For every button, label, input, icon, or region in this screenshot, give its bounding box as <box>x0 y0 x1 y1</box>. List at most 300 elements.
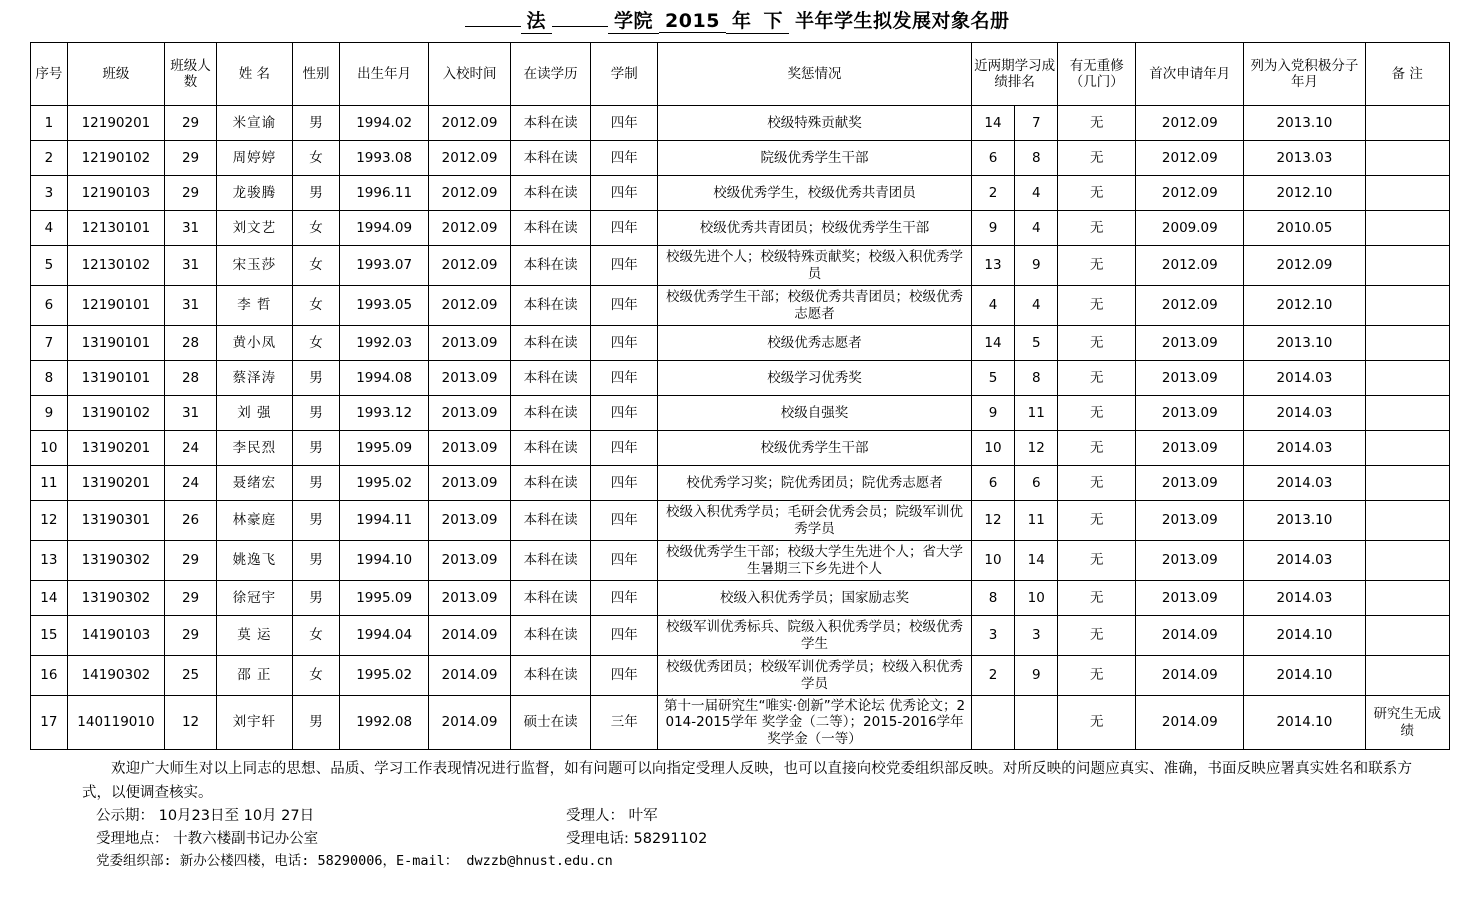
cell-retake: 无 <box>1058 541 1136 581</box>
table-body <box>31 106 1450 750</box>
cell-awards: 校级特殊贡献奖 <box>658 106 972 141</box>
cell-birth: 1994.08 <box>340 361 429 396</box>
cell-remark <box>1365 541 1450 581</box>
cell-enroll: 2012.09 <box>428 246 510 286</box>
contact-phone: 受理电话: 58291102 <box>566 830 708 847</box>
cell-education: 本科在读 <box>511 501 591 541</box>
cell-rank-2: 4 <box>1015 286 1058 326</box>
cell-system: 四年 <box>591 361 658 396</box>
cell-system: 四年 <box>591 141 658 176</box>
cell-sex: 女 <box>292 211 340 246</box>
cell-retake: 无 <box>1058 696 1136 750</box>
cell-class-size: 29 <box>165 541 217 581</box>
cell-birth: 1993.07 <box>340 246 429 286</box>
cell-remark <box>1365 361 1450 396</box>
cell-enroll: 2013.09 <box>428 361 510 396</box>
cell-rank-2 <box>1015 696 1058 750</box>
cell-class: 13190102 <box>67 396 164 431</box>
cell-remark <box>1365 501 1450 541</box>
cell-birth: 1994.02 <box>340 106 429 141</box>
cell-first-apply: 2009.09 <box>1136 211 1244 246</box>
cell-rank-2: 14 <box>1015 541 1058 581</box>
cell-retake: 无 <box>1058 466 1136 501</box>
cell-class-size: 29 <box>165 176 217 211</box>
cell-seq: 1 <box>31 106 68 141</box>
cell-system: 四年 <box>591 396 658 431</box>
cell-education: 本科在读 <box>511 286 591 326</box>
cell-enroll: 2013.09 <box>428 581 510 616</box>
cell-seq: 9 <box>31 396 68 431</box>
cell-class: 13190301 <box>67 501 164 541</box>
cell-sex: 女 <box>292 141 340 176</box>
header-class: 班级 <box>67 43 164 106</box>
cell-enroll: 2012.09 <box>428 176 510 211</box>
cell-birth: 1995.02 <box>340 656 429 696</box>
cell-seq: 11 <box>31 466 68 501</box>
cell-enroll: 2014.09 <box>428 656 510 696</box>
header-class-size: 班级人数 <box>165 43 217 106</box>
cell-retake: 无 <box>1058 656 1136 696</box>
cell-name: 刘宇轩 <box>217 696 293 750</box>
cell-seq: 15 <box>31 616 68 656</box>
cell-rank-1: 9 <box>971 211 1014 246</box>
cell-birth: 1994.11 <box>340 501 429 541</box>
cell-education: 本科在读 <box>511 141 591 176</box>
title-suffix: 半年学生拟发展对象名册 <box>794 10 1010 32</box>
cell-first-apply: 2013.09 <box>1136 501 1244 541</box>
cell-seq: 7 <box>31 326 68 361</box>
cell-class-size: 25 <box>165 656 217 696</box>
cell-class: 12130101 <box>67 211 164 246</box>
header-retake: 有无重修（几门） <box>1058 43 1136 106</box>
cell-class-size: 31 <box>165 211 217 246</box>
cell-retake: 无 <box>1058 211 1136 246</box>
cell-name: 李民烈 <box>217 431 293 466</box>
cell-seq: 8 <box>31 361 68 396</box>
cell-name: 龙骏腾 <box>217 176 293 211</box>
cell-remark <box>1365 326 1450 361</box>
cell-system: 四年 <box>591 541 658 581</box>
cell-education: 本科在读 <box>511 361 591 396</box>
cell-awards: 校级优秀志愿者 <box>658 326 972 361</box>
cell-first-apply: 2014.09 <box>1136 656 1244 696</box>
cell-system: 四年 <box>591 246 658 286</box>
cell-awards: 校级学习优秀奖 <box>658 361 972 396</box>
cell-birth: 1996.11 <box>340 176 429 211</box>
cell-education: 本科在读 <box>511 616 591 656</box>
cell-sex: 女 <box>292 656 340 696</box>
cell-activist-date: 2014.10 <box>1244 616 1365 656</box>
table-row <box>31 501 1450 541</box>
cell-remark <box>1365 106 1450 141</box>
cell-birth: 1993.12 <box>340 396 429 431</box>
cell-enroll: 2013.09 <box>428 431 510 466</box>
footer-line-3 <box>82 851 1412 873</box>
cell-rank-2: 9 <box>1015 246 1058 286</box>
cell-enroll: 2014.09 <box>428 616 510 656</box>
cell-system: 四年 <box>591 466 658 501</box>
cell-system: 四年 <box>591 211 658 246</box>
cell-enroll: 2012.09 <box>428 106 510 141</box>
cell-remark <box>1365 396 1450 431</box>
cell-sex: 男 <box>292 541 340 581</box>
cell-activist-date: 2013.10 <box>1244 501 1365 541</box>
cell-awards: 校级自强奖 <box>658 396 972 431</box>
cell-class-size: 31 <box>165 286 217 326</box>
cell-enroll: 2014.09 <box>428 696 510 750</box>
cell-first-apply: 2012.09 <box>1136 106 1244 141</box>
cell-retake: 无 <box>1058 501 1136 541</box>
cell-rank-1 <box>971 696 1014 750</box>
cell-education: 本科在读 <box>511 541 591 581</box>
table-header-row <box>31 43 1450 106</box>
cell-system: 四年 <box>591 501 658 541</box>
cell-seq: 12 <box>31 501 68 541</box>
cell-sex: 男 <box>292 176 340 211</box>
cell-awards: 校级先进个人；校级特殊贡献奖；校级入积优秀学员 <box>658 246 972 286</box>
table-row <box>31 656 1450 696</box>
cell-enroll: 2013.09 <box>428 466 510 501</box>
cell-enroll: 2012.09 <box>428 286 510 326</box>
party-org-dept: 党委组织部: 新办公楼四楼，电话: 58290006，E-mail： dwzzb@hnust.edu.cn <box>96 853 613 870</box>
cell-first-apply: 2012.09 <box>1136 286 1244 326</box>
cell-education: 本科在读 <box>511 106 591 141</box>
cell-class-size: 12 <box>165 696 217 750</box>
table-row <box>31 696 1450 750</box>
cell-rank-2: 6 <box>1015 466 1058 501</box>
cell-class: 12190103 <box>67 176 164 211</box>
header-remark: 备 注 <box>1365 43 1450 106</box>
cell-awards: 校级优秀学生，校级优秀共青团员 <box>658 176 972 211</box>
cell-rank-1: 14 <box>971 106 1014 141</box>
table-row <box>31 616 1450 656</box>
cell-education: 本科在读 <box>511 396 591 431</box>
cell-class: 12190102 <box>67 141 164 176</box>
table-row <box>31 246 1450 286</box>
footer-line-2 <box>82 828 1412 851</box>
header-activist-date: 列为入党积极分子年月 <box>1244 43 1365 106</box>
cell-remark <box>1365 466 1450 501</box>
cell-retake: 无 <box>1058 246 1136 286</box>
cell-name: 黄小凤 <box>217 326 293 361</box>
cell-rank-1: 8 <box>971 581 1014 616</box>
cell-class-size: 24 <box>165 431 217 466</box>
cell-education: 本科在读 <box>511 656 591 696</box>
cell-system: 四年 <box>591 431 658 466</box>
cell-awards: 校级优秀团员；校级军训优秀学员；校级入积优秀学员 <box>658 656 972 696</box>
cell-sex: 男 <box>292 106 340 141</box>
cell-class: 140119010 <box>67 696 164 750</box>
cell-rank-2: 10 <box>1015 581 1058 616</box>
cell-first-apply: 2012.09 <box>1136 141 1244 176</box>
header-name: 姓 名 <box>217 43 293 106</box>
cell-education: 本科在读 <box>511 431 591 466</box>
table-row <box>31 176 1450 211</box>
cell-rank-2: 9 <box>1015 656 1058 696</box>
footer-line-1 <box>82 805 1412 828</box>
cell-activist-date: 2014.03 <box>1244 396 1365 431</box>
cell-name: 林豪庭 <box>217 501 293 541</box>
cell-class-size: 29 <box>165 106 217 141</box>
header-awards: 奖惩情况 <box>658 43 972 106</box>
table-row <box>31 326 1450 361</box>
cell-rank-1: 5 <box>971 361 1014 396</box>
cell-class: 13190201 <box>67 466 164 501</box>
cell-rank-1: 13 <box>971 246 1014 286</box>
cell-class-size: 28 <box>165 326 217 361</box>
contact-address: 受理地点： 十教六楼副书记办公室 <box>96 830 319 847</box>
cell-retake: 无 <box>1058 286 1136 326</box>
cell-rank-2: 3 <box>1015 616 1058 656</box>
cell-awards: 第十一届研究生“唯实·创新”学术论坛 优秀论文；2014-2015学年 奖学金（二等）；2015-2016学年 奖学金（一等） <box>658 696 972 750</box>
cell-sex: 男 <box>292 431 340 466</box>
cell-remark <box>1365 246 1450 286</box>
cell-remark <box>1365 211 1450 246</box>
cell-activist-date: 2012.09 <box>1244 246 1365 286</box>
cell-retake: 无 <box>1058 616 1136 656</box>
cell-activist-date: 2012.10 <box>1244 176 1365 211</box>
cell-enroll: 2013.09 <box>428 326 510 361</box>
cell-rank-2: 7 <box>1015 106 1058 141</box>
cell-system: 四年 <box>591 616 658 656</box>
cell-retake: 无 <box>1058 141 1136 176</box>
cell-class: 12190101 <box>67 286 164 326</box>
cell-first-apply: 2013.09 <box>1136 396 1244 431</box>
cell-retake: 无 <box>1058 581 1136 616</box>
cell-retake: 无 <box>1058 431 1136 466</box>
cell-class: 14190103 <box>67 616 164 656</box>
cell-seq: 17 <box>31 696 68 750</box>
cell-remark <box>1365 286 1450 326</box>
cell-class: 13190302 <box>67 541 164 581</box>
cell-sex: 女 <box>292 286 340 326</box>
cell-system: 四年 <box>591 581 658 616</box>
cell-rank-1: 10 <box>971 431 1014 466</box>
cell-first-apply: 2013.09 <box>1136 466 1244 501</box>
cell-rank-1: 3 <box>971 616 1014 656</box>
cell-seq: 5 <box>31 246 68 286</box>
cell-name: 刘文艺 <box>217 211 293 246</box>
cell-name: 聂绪宏 <box>217 466 293 501</box>
cell-sex: 男 <box>292 501 340 541</box>
cell-enroll: 2013.09 <box>428 541 510 581</box>
cell-retake: 无 <box>1058 176 1136 211</box>
title-year: 2015 <box>659 10 726 33</box>
title-college-suffix: 学院 <box>608 6 659 34</box>
cell-name: 刘 强 <box>217 396 293 431</box>
cell-birth: 1993.08 <box>340 141 429 176</box>
cell-name: 李 哲 <box>217 286 293 326</box>
cell-sex: 男 <box>292 466 340 501</box>
cell-awards: 校级优秀学生干部 <box>658 431 972 466</box>
cell-activist-date: 2014.03 <box>1244 431 1365 466</box>
header-system: 学制 <box>591 43 658 106</box>
cell-rank-2: 8 <box>1015 141 1058 176</box>
cell-name: 周婷婷 <box>217 141 293 176</box>
cell-class: 14190302 <box>67 656 164 696</box>
cell-seq: 6 <box>31 286 68 326</box>
cell-birth: 1992.03 <box>340 326 429 361</box>
cell-class-size: 29 <box>165 581 217 616</box>
cell-rank-1: 6 <box>971 466 1014 501</box>
cell-first-apply: 2012.09 <box>1136 176 1244 211</box>
cell-class-size: 24 <box>165 466 217 501</box>
header-rank: 近两期学习成绩排名 <box>971 43 1058 106</box>
cell-enroll: 2012.09 <box>428 141 510 176</box>
cell-first-apply: 2014.09 <box>1136 616 1244 656</box>
cell-name: 莫 运 <box>217 616 293 656</box>
cell-rank-2: 8 <box>1015 361 1058 396</box>
cell-class: 12190201 <box>67 106 164 141</box>
cell-activist-date: 2014.03 <box>1244 466 1365 501</box>
cell-rank-1: 4 <box>971 286 1014 326</box>
cell-activist-date: 2013.10 <box>1244 106 1365 141</box>
cell-remark <box>1365 141 1450 176</box>
cell-activist-date: 2013.03 <box>1244 141 1365 176</box>
cell-remark <box>1365 431 1450 466</box>
cell-education: 本科在读 <box>511 326 591 361</box>
cell-sex: 女 <box>292 326 340 361</box>
cell-name: 邵 正 <box>217 656 293 696</box>
cell-rank-2: 11 <box>1015 501 1058 541</box>
page-title <box>30 0 1450 42</box>
cell-birth: 1995.02 <box>340 466 429 501</box>
roster-table <box>30 42 1450 750</box>
footer-paragraph: 欢迎广大师生对以上同志的思想、品质、学习工作表现情况进行监督，如有问题可以向指定受理人反映，也可以直接向校党委组织部反映。对所反映的问题应真实、准确，书面反映应署真实姓名和联系方式，以便调查核实。 <box>82 761 1412 801</box>
cell-activist-date: 2014.03 <box>1244 361 1365 396</box>
table-row <box>31 541 1450 581</box>
cell-seq: 4 <box>31 211 68 246</box>
cell-class: 12130102 <box>67 246 164 286</box>
header-enroll-time: 入校时间 <box>428 43 510 106</box>
table-row <box>31 396 1450 431</box>
title-year-unit: 年 <box>726 6 758 34</box>
cell-class: 13190201 <box>67 431 164 466</box>
footer-notes <box>30 758 1450 872</box>
cell-class: 13190302 <box>67 581 164 616</box>
cell-activist-date: 2014.03 <box>1244 581 1365 616</box>
cell-first-apply: 2013.09 <box>1136 581 1244 616</box>
cell-rank-2: 5 <box>1015 326 1058 361</box>
cell-activist-date: 2014.10 <box>1244 656 1365 696</box>
cell-birth: 1994.09 <box>340 211 429 246</box>
cell-remark <box>1365 656 1450 696</box>
cell-remark <box>1365 176 1450 211</box>
cell-rank-1: 6 <box>971 141 1014 176</box>
cell-birth: 1993.05 <box>340 286 429 326</box>
cell-name: 宋玉莎 <box>217 246 293 286</box>
cell-sex: 男 <box>292 361 340 396</box>
cell-rank-1: 9 <box>971 396 1014 431</box>
cell-rank-2: 11 <box>1015 396 1058 431</box>
cell-class: 13190101 <box>67 361 164 396</box>
cell-rank-1: 10 <box>971 541 1014 581</box>
cell-sex: 女 <box>292 616 340 656</box>
header-sex: 性别 <box>292 43 340 106</box>
cell-system: 四年 <box>591 106 658 141</box>
cell-retake: 无 <box>1058 396 1136 431</box>
cell-rank-1: 14 <box>971 326 1014 361</box>
cell-name: 姚逸飞 <box>217 541 293 581</box>
header-seq: 序号 <box>31 43 68 106</box>
cell-class: 13190101 <box>67 326 164 361</box>
cell-seq: 10 <box>31 431 68 466</box>
cell-awards: 院级优秀学生干部 <box>658 141 972 176</box>
cell-class-size: 28 <box>165 361 217 396</box>
cell-first-apply: 2013.09 <box>1136 361 1244 396</box>
cell-retake: 无 <box>1058 361 1136 396</box>
cell-education: 本科在读 <box>511 176 591 211</box>
title-half: 下 <box>757 6 789 34</box>
cell-rank-1: 2 <box>971 176 1014 211</box>
header-education: 在读学历 <box>511 43 591 106</box>
cell-class-size: 26 <box>165 501 217 541</box>
cell-awards: 校级军训优秀标兵、院级入积优秀学员；校级优秀学生 <box>658 616 972 656</box>
cell-class-size: 31 <box>165 396 217 431</box>
cell-class-size: 29 <box>165 141 217 176</box>
cell-first-apply: 2013.09 <box>1136 431 1244 466</box>
table-row <box>31 431 1450 466</box>
cell-name: 米宣谕 <box>217 106 293 141</box>
cell-rank-2: 12 <box>1015 431 1058 466</box>
cell-system: 四年 <box>591 656 658 696</box>
cell-birth: 1995.09 <box>340 431 429 466</box>
cell-birth: 1995.09 <box>340 581 429 616</box>
cell-class-size: 31 <box>165 246 217 286</box>
cell-enroll: 2012.09 <box>428 211 510 246</box>
title-leading-blank <box>465 7 521 27</box>
cell-retake: 无 <box>1058 326 1136 361</box>
table-row <box>31 211 1450 246</box>
table-row <box>31 361 1450 396</box>
cell-activist-date: 2014.10 <box>1244 696 1365 750</box>
cell-system: 四年 <box>591 286 658 326</box>
cell-awards: 校级优秀学生干部；校级优秀共青团员；校级优秀志愿者 <box>658 286 972 326</box>
cell-rank-1: 2 <box>971 656 1014 696</box>
cell-enroll: 2013.09 <box>428 396 510 431</box>
cell-activist-date: 2010.05 <box>1244 211 1365 246</box>
contact-person: 受理人： 叶军 <box>566 807 658 824</box>
cell-name: 徐冠宇 <box>217 581 293 616</box>
cell-name: 蔡泽涛 <box>217 361 293 396</box>
cell-education: 本科在读 <box>511 211 591 246</box>
cell-awards: 校级优秀共青团员；校级优秀学生干部 <box>658 211 972 246</box>
cell-awards: 校优秀学习奖；院优秀团员；院优秀志愿者 <box>658 466 972 501</box>
cell-enroll: 2013.09 <box>428 501 510 541</box>
cell-sex: 男 <box>292 581 340 616</box>
cell-rank-2: 4 <box>1015 211 1058 246</box>
table-row <box>31 286 1450 326</box>
cell-remark <box>1365 616 1450 656</box>
header-first-apply: 首次申请年月 <box>1136 43 1244 106</box>
cell-activist-date: 2014.03 <box>1244 541 1365 581</box>
cell-remark: 研究生无成绩 <box>1365 696 1450 750</box>
title-middle-blank <box>552 7 608 27</box>
cell-awards: 校级入积优秀学员；毛研会优秀会员；院级军训优秀学员 <box>658 501 972 541</box>
cell-birth: 1994.10 <box>340 541 429 581</box>
cell-seq: 16 <box>31 656 68 696</box>
cell-awards: 校级优秀学生干部；校级大学生先进个人；省大学生暑期三下乡先进个人 <box>658 541 972 581</box>
cell-sex: 男 <box>292 696 340 750</box>
cell-rank-1: 12 <box>971 501 1014 541</box>
table-row <box>31 581 1450 616</box>
cell-sex: 男 <box>292 396 340 431</box>
cell-activist-date: 2013.10 <box>1244 326 1365 361</box>
publicity-period: 公示期： 10月23日至 10月 27日 <box>96 807 315 824</box>
table-row <box>31 466 1450 501</box>
table-row <box>31 141 1450 176</box>
cell-seq: 14 <box>31 581 68 616</box>
